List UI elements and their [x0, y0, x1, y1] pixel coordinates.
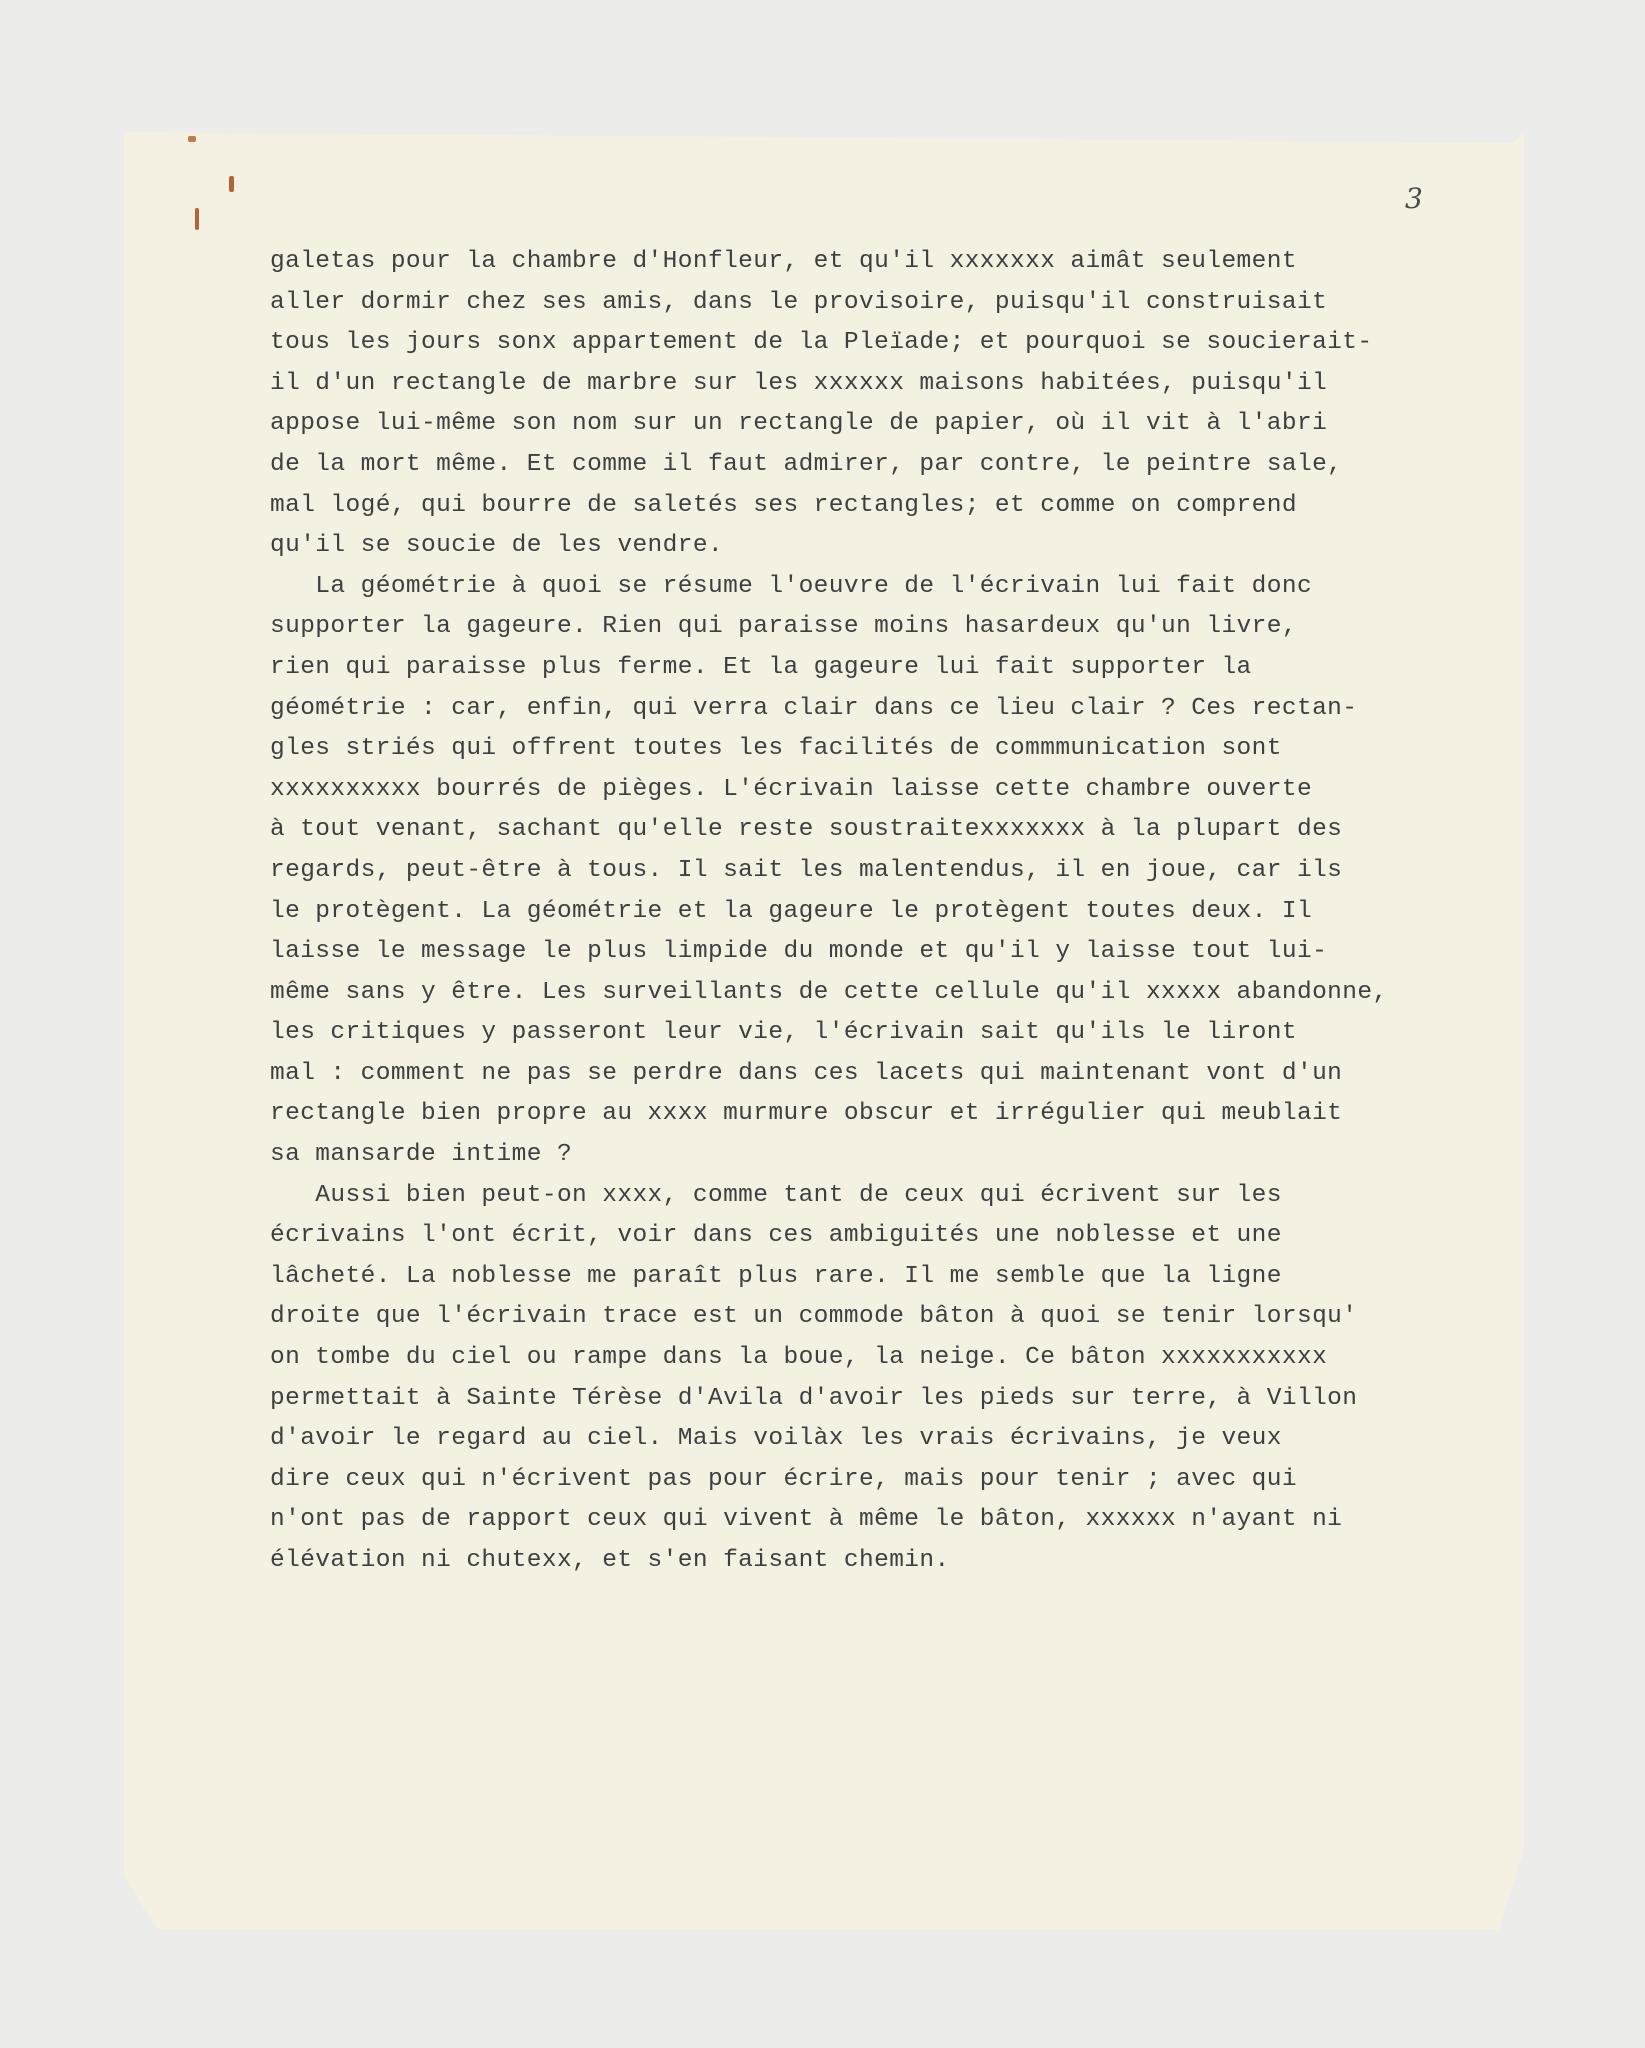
text-line: lâcheté. La noblesse me paraît plus rare. Il me semble que la ligne	[270, 1262, 1282, 1290]
text-line: xxxxxxxxxx bourrés de pièges. L'écrivain laisse cette chambre ouverte	[270, 775, 1313, 803]
typed-text	[270, 242, 1530, 1582]
text-line: supporter la gageure. Rien qui paraisse moins hasardeux qu'un livre,	[270, 613, 1297, 641]
text-line: La géométrie à quoi se résume l'oeuvre de l'écrivain lui fait donc	[270, 572, 1313, 600]
rust-mark	[188, 136, 196, 142]
text-line: qu'il se soucie de les vendre.	[270, 532, 724, 560]
text-line: regards, peut-être à tous. Il sait les malentendus, il en joue, car ils	[270, 856, 1343, 884]
text-line: permettait à Sainte Térèse d'Avila d'avoir les pieds sur terre, à Villon	[270, 1384, 1358, 1412]
text-line: d'avoir le regard au ciel. Mais voilàx les vrais écrivains, je veux	[270, 1425, 1282, 1453]
text-line: à tout venant, sachant qu'elle reste soustraitexxxxxxx à la plupart des	[270, 816, 1343, 844]
text-line: rectangle bien propre au xxxx murmure obscur et irrégulier qui meublait	[270, 1100, 1343, 1128]
text-line: aller dormir chez ses amis, dans le provisoire, puisqu'il construisait	[270, 288, 1328, 316]
text-line: élévation ni chutexx, et s'en faisant chemin.	[270, 1547, 950, 1574]
text-line: le protègent. La géométrie et la gageure le protègent toutes deux. Il	[270, 897, 1313, 925]
text-line: il d'un rectangle de marbre sur les xxxxxx maisons habitées, puisqu'il	[270, 369, 1328, 397]
text-line: on tombe du ciel ou rampe dans la boue, la neige. Ce bâton xxxxxxxxxxx	[270, 1344, 1328, 1372]
text-line: rien qui paraisse plus ferme. Et la gageure lui fait supporter la	[270, 653, 1252, 681]
rust-mark	[229, 176, 234, 192]
text-line: même sans y être. Les surveillants de cette cellule qu'il xxxxx abandonne,	[270, 978, 1388, 1006]
text-line: galetas pour la chambre d'Honfleur, et qu'il xxxxxxx aimât seulement	[270, 248, 1297, 275]
text-line: appose lui-même son nom sur un rectangle de papier, où il vit à l'abri	[270, 410, 1328, 438]
text-line: de la mort même. Et comme il faut admirer, par contre, le peintre sale,	[270, 450, 1343, 478]
text-line: droite que l'écrivain trace est un commode bâton à quoi se tenir lorsqu'	[270, 1303, 1358, 1331]
text-line: laisse le message le plus limpide du monde et qu'il y laisse tout lui-	[270, 938, 1328, 966]
text-line: sa mansarde intime ?	[270, 1141, 573, 1169]
text-line: n'ont pas de rapport ceux qui vivent à même le bâton, xxxxxx n'ayant ni	[270, 1506, 1343, 1534]
text-line: géométrie : car, enfin, qui verra clair dans ce lieu clair ? Ces rectan-	[270, 694, 1358, 722]
text-line: tous les jours sonx appartement de la Pleïade; et pourquoi se soucierait-	[270, 329, 1373, 357]
text-line: Aussi bien peut-on xxxx, comme tant de ceux qui écrivent sur les	[270, 1181, 1282, 1209]
page-number: 3	[1405, 182, 1423, 215]
text-line: les critiques y passeront leur vie, l'écrivain sait qu'ils le liront	[270, 1019, 1297, 1047]
text-line: écrivains l'ont écrit, voir dans ces ambiguités une noblesse et une	[270, 1222, 1282, 1250]
text-line: dire ceux qui n'écrivent pas pour écrire, mais pour tenir ; avec qui	[270, 1465, 1297, 1493]
text-line: mal logé, qui bourre de saletés ses rectangles; et comme on comprend	[270, 491, 1297, 519]
text-line: mal : comment ne pas se perdre dans ces lacets qui maintenant vont d'un	[270, 1059, 1343, 1087]
rust-mark	[195, 208, 199, 230]
text-line: gles striés qui offrent toutes les facilités de commmunication sont	[270, 735, 1282, 763]
